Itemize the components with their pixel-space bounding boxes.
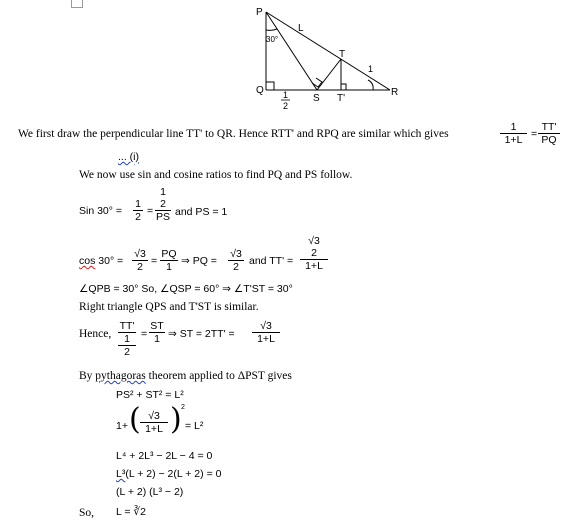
label-S: S <box>313 93 320 104</box>
ratios-sentence: We now use sin and cosine ratios to find PQ and PS follow. <box>79 169 353 181</box>
cos-line-start: cos 30° = <box>79 255 124 267</box>
sin-equals: = <box>147 205 154 217</box>
label-L: L <box>298 23 304 34</box>
cos-equals: = <box>151 255 158 267</box>
triangle-diagram <box>250 5 410 110</box>
hence-label: Hence, <box>79 328 112 340</box>
fraction-PQ-over-1: $\frac{PQ}{1}$ <box>161 248 177 273</box>
similarity-sentence: Right triangle QPS and T'ST is similar. <box>79 301 259 313</box>
fraction-1-over-1plusL: $\frac{1}{1+L}$ <box>500 121 527 146</box>
fraction-root3-over-1plusL: $\frac{√3}{1+L}$ <box>140 410 168 435</box>
so-label: So, <box>79 507 95 519</box>
label-one: 1 <box>368 64 374 74</box>
sin-prefix: Sin 30° = <box>79 205 123 217</box>
fraction-ST-over-1: $\frac{ST}{1}$ <box>150 320 164 345</box>
eq2-prefix: 1+ <box>116 420 128 432</box>
angle-relations: ∠QPB = 30° So, ∠QSP = 60° ⇒ ∠T'ST = 30° <box>79 283 293 295</box>
label-T: T <box>339 49 346 60</box>
page-corner-icon <box>71 0 83 8</box>
equation-quartic: L⁴ + 2L³ − 2L − 4 = 0 <box>116 450 213 462</box>
equation-factors: (L + 2) (L³ − 2) <box>116 486 184 498</box>
label-P: P <box>256 7 263 18</box>
eq2-result: = L² <box>185 420 204 432</box>
pythagoras-sentence: By pythagoras theorem applied to ΔPST gives <box>79 370 292 382</box>
label-Q: Q <box>256 85 264 96</box>
equals-sign: = <box>531 128 538 140</box>
label-R: R <box>391 87 399 98</box>
fraction-1-over-2: $\frac{1}{2}$ <box>133 198 143 223</box>
cos-implies-PQ: ⇒ PQ = <box>181 255 217 267</box>
fraction-TT-over-PQ: $\frac{TT'}{PQ}$ <box>538 121 560 146</box>
right-paren: ) <box>170 402 182 437</box>
fraction-ST-value: $\frac{√3}{1+L}$ <box>252 320 280 345</box>
label-T-prime: T' <box>337 93 346 104</box>
equation-factored: L³(L + 2) − 2(L + 2) = 0 <box>116 468 222 480</box>
label-half-num: 1 <box>283 90 289 100</box>
cos-and-TT: and TT' = <box>249 255 294 267</box>
sin-result: and PS = 1 <box>175 206 228 218</box>
hence-implies-ST: ⇒ ST = 2TT' = <box>168 328 235 340</box>
equation-ps-st: PS² + ST² = L² <box>116 389 184 401</box>
label-half-den: 2 <box>283 101 289 110</box>
fraction-root3-over-2: $\frac{√3}{2}$ <box>132 248 148 273</box>
label-angle: 30° <box>266 35 279 44</box>
fraction-TT-value: √3 2 1+L <box>300 235 328 272</box>
hence-equals: = <box>141 328 148 340</box>
left-paren: ( <box>129 402 141 437</box>
final-answer: L = ∛2 <box>116 506 146 518</box>
eq2-exponent: 2 <box>181 404 185 411</box>
fraction-half-over-PS: 1 2 PS <box>155 186 170 223</box>
intro-sentence: We first draw the perpendicular line TT' to QR. Hence RTT' and RPQ are similar which gives <box>18 128 449 140</box>
fraction-TT-over-half: TT' 1 2 <box>119 320 135 358</box>
fraction-PQ-value: $\frac{√3}{2}$ <box>228 248 244 273</box>
equation-tag-i: ... (i) <box>118 151 139 163</box>
